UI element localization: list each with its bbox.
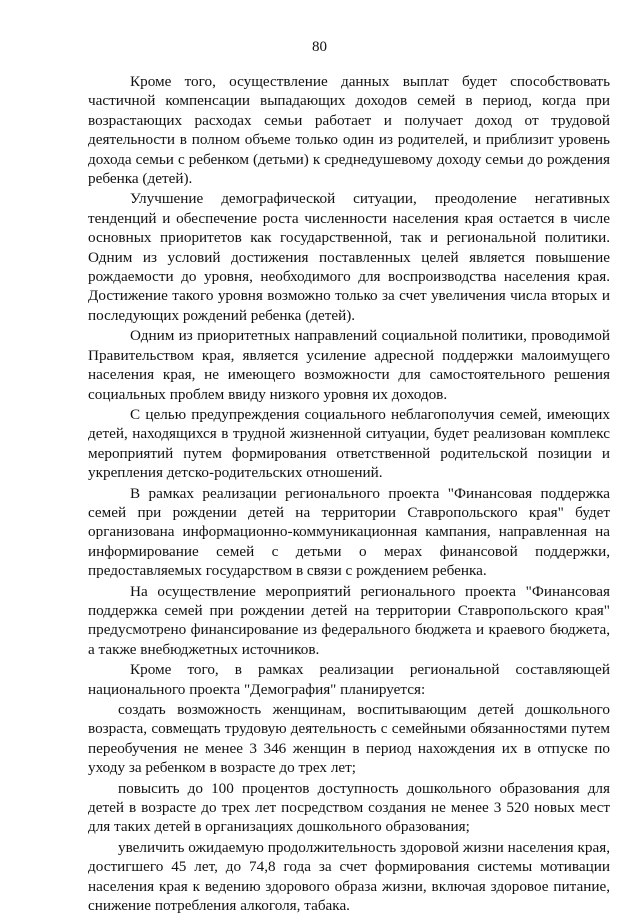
paragraph-income-compensation: Кроме того, осуществление данных выплат будет способствовать частичной компенсации выпадающих доходов семей в период, когда при возрастающих расходах семьи работает и получает доход от трудовой деятельности в полном объеме только один из родителей, и приблизит уровень дохода семьи с ребенком (детьми) к среднедушевому доходу семьи до рождения ребенка (детей). <box>88 73 610 188</box>
paragraph-demographic-situation: Улучшение демографической ситуации, преодоление негативных тенденций и обеспечение роста численности населения края остается в числе основных приоритетов как государственной, так и региональной политики. Одним из условий достижения поставленных целей является повышение рождаемости до уровня, необходимого для воспроизводства населения края. Достижение такого уровня возможно только за счет увеличения числа вторых и последующих рождений ребенка (детей). <box>88 190 610 324</box>
paragraph-demography-plan: Кроме того, в рамках реализации региональной составляющей национального проекта "Демография" планируется: <box>88 661 610 698</box>
paragraph-social-policy: Одним из приоритетных направлений социальной политики, проводимой Правительством края, является усиление адресной поддержки малоимущего населения края, не имеющего возможности для самостоятельного решения социальных проблем ввиду низкого уровня их доходов. <box>88 327 610 403</box>
body-text <box>88 72 610 916</box>
paragraph-info-campaign: В рамках реализации регионального проекта "Финансовая поддержка семей при рождении детей на территории Ставропольского края" будет организована информационно-коммуникационная кампания, направленная на информирование семей с детьми о мерах финансовой поддержки, предоставляемых государством в связи с рождением ребенка. <box>88 484 610 580</box>
list-item-women-retraining: создать возможность женщинам, воспитывающим детей дошкольного возраста, совмещать трудовую деятельность с семейными обязанностями путем переобучения не менее 3 346 женщин в период нахождения их в отпуске по уходу за ребенком в возрасте до трех лет; <box>88 701 610 777</box>
list-item-preschool-access: повысить до 100 процентов доступность дошкольного образования для детей в возрасте до трех лет посредством создания не менее 3 520 новых мест для таких детей в организациях дошкольного образования; <box>88 779 610 836</box>
paragraph-project-financing: На осуществление мероприятий регионального проекта "Финансовая поддержка семей при рождении детей на территории Ставропольского края" предусмотрено финансирование из федерального бюджета и краевого бюджета, а также внебюджетных источников. <box>88 582 610 658</box>
page-number: 80 <box>312 39 327 55</box>
list-item-healthy-life: увеличить ожидаемую продолжительность здоровой жизни населения края, достигшего 45 лет, до 74,8 года за счет формирования системы мотивации населения края к ведению здорового образа жизни, включая здоровое питание, снижение потребления алкоголя, табака. <box>88 838 610 915</box>
paragraph-family-prevention: С целью предупреждения социального неблагополучия семей, имеющих детей, находящихся в трудной жизненной ситуации, будет реализован комплекс мероприятий путем формирования ответственной родительской позиции и укрепления детско-родительских отношений. <box>88 405 610 482</box>
